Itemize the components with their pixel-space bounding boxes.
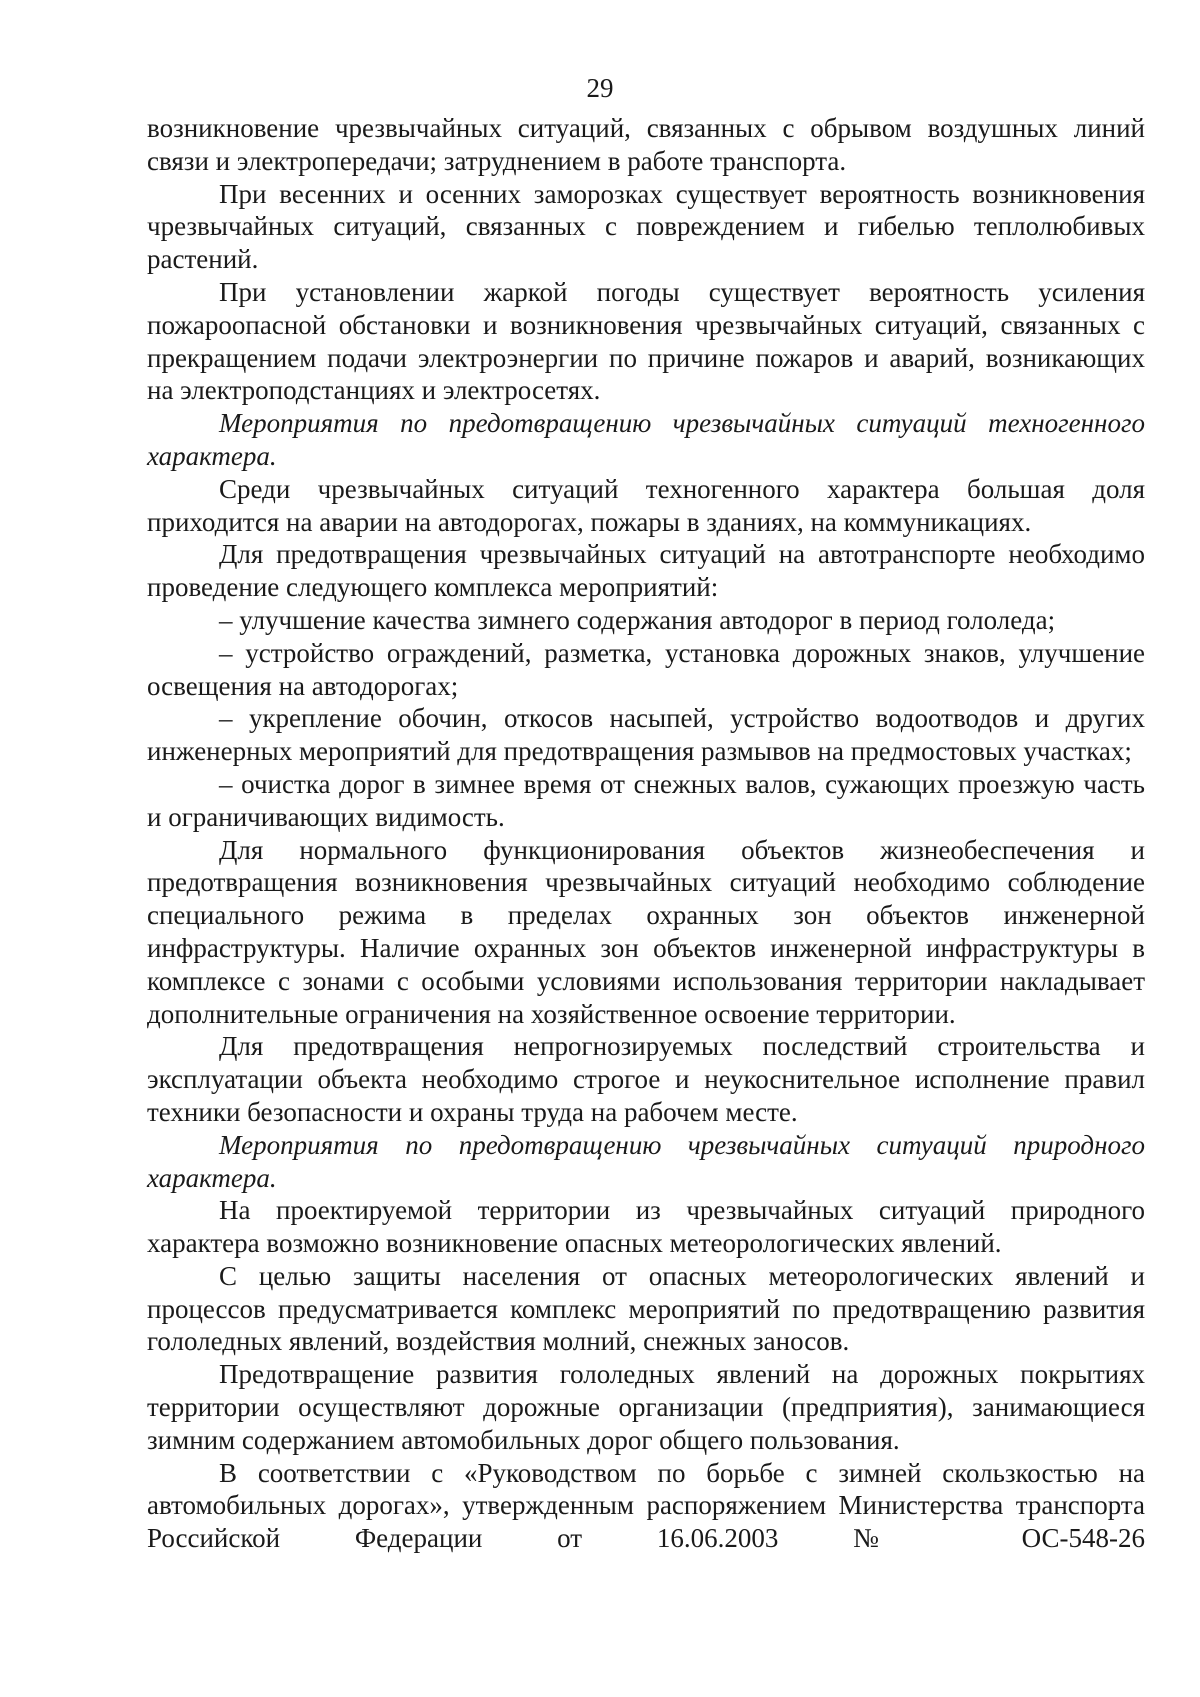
list-item-roadside-reinforcement: – укрепление обочин, откосов насыпей, устройство водоотводов и других инженерных мероприятий для предотвращения размывов на предмостовых участках; — [147, 703, 1145, 767]
paragraph-road-measures-intro: Для предотвращения чрезвычайных ситуаций на автотранспорте необходимо проведение следующего комплекса мероприятий: — [147, 539, 1145, 603]
list-item-road-fencing: – устройство ограждений, разметка, установка дорожных знаков, улучшение освещения на автодорогах; — [147, 637, 1145, 701]
paragraph-continuation: возникновение чрезвычайных ситуаций, связанных с обрывом воздушных линий связи и электропередачи; затруднением в работе транспорта. — [147, 113, 1145, 176]
page-number: 29 — [586, 73, 614, 103]
paragraph-population-protection: С целью защиты населения от опасных метеорологических явлений и процессов предусматривается комплекс мероприятий по предотвращению развития гололедных явлений, воздействия молний, снежных заносов. — [147, 1260, 1145, 1357]
paragraph-safety-rules: Для предотвращения непрогнозируемых последствий строительства и эксплуатации объекта необходимо строгое и неукоснительное исполнение правил техники безопасности и охраны труда на рабочем месте. — [147, 1031, 1145, 1127]
paragraph-hot-weather: При установлении жаркой погоды существует вероятность усиления пожароопасной обстановки и возникновения чрезвычайных ситуаций, связанных с прекращением подачи электроэнергии по причине пожаров и аварий, возникающих на электроподстанциях и электросетях. — [147, 276, 1145, 406]
document-body — [147, 112, 1145, 1555]
paragraph-technogenic-share: Среди чрезвычайных ситуаций техногенного характера большая доля приходится на аварии на автодорогах, пожары в зданиях, на коммуникациях. — [147, 473, 1145, 537]
paragraph-ice-prevention: Предотвращение развития гололедных явлений на дорожных покрытиях территории осуществляют дорожные организации (предприятия), занимающиеся зимним содержанием автомобильных дорог общего пользования. — [147, 1359, 1145, 1455]
heading-technogenic-measures: Мероприятия по предотвращению чрезвычайных ситуаций техногенного характера. — [147, 408, 1145, 471]
paragraph-ministry-guidance: В соответствии с «Руководством по борьбе с зимней скользкостью на автомобильных дорогах», утвержденным распоряжением Министерства транспорта Российской Федерации от 16.06.2003 № ОС-548-26 — [147, 1457, 1145, 1554]
paragraph-natural-hazards: На проектируемой территории из чрезвычайных ситуаций природного характера возможно возникновение опасных метеорологических явлений. — [147, 1195, 1145, 1259]
paragraph-spring-autumn-frost: При весенних и осенних заморозках существует вероятность возникновения чрезвычайных ситуаций, связанных с повреждением и гибелью теплолюбивых растений. — [147, 178, 1145, 275]
heading-natural-measures: Мероприятия по предотвращению чрезвычайных ситуаций природного характера. — [147, 1129, 1145, 1193]
list-item-snow-clearing: – очистка дорог в зимнее время от снежных валов, сужающих проезжую часть и ограничивающих видимость. — [147, 768, 1145, 832]
list-item-winter-maintenance: – улучшение качества зимнего содержания автодорог в период гололеда; — [219, 604, 1056, 635]
paragraph-protection-zones: Для нормального функционирования объектов жизнеобеспечения и предотвращения возникновения чрезвычайных ситуаций необходимо соблюдение специального режима в пределах охранных зон объектов инженерной инфраструктуры. Наличие охранных зон объектов инженерной инфраструктуры в комплексе с зонами с особыми условиями использования территории накладывает дополнительные ограничения на хозяйственное освоение территории. — [147, 834, 1145, 1029]
